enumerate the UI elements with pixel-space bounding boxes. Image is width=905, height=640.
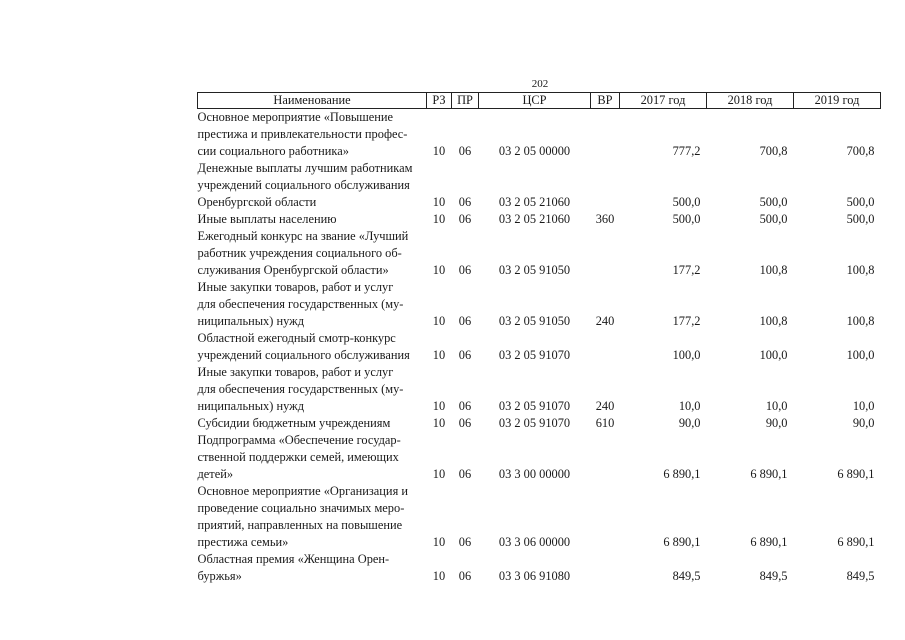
- cell-y2018: 6 890,1: [750, 467, 788, 481]
- cell-y2017: 500,0: [672, 212, 701, 226]
- cell-csr: 03 2 05 91050: [498, 314, 571, 328]
- cell-pr: 06: [458, 467, 472, 481]
- row-name-line: для обеспечения государственных (му-: [197, 297, 404, 311]
- cell-rz: 10: [432, 467, 446, 481]
- cell-csr: 03 2 05 00000: [498, 144, 571, 158]
- table-row: [198, 551, 881, 585]
- row-name-line: детей»: [197, 467, 234, 481]
- cell-y2017: 90,0: [678, 416, 701, 430]
- row-name-line: для обеспечения государственных (му-: [197, 382, 404, 396]
- cell-rz: 10: [432, 263, 446, 277]
- cell-y2018: 10,0: [765, 399, 788, 413]
- cell-csr: 03 2 05 91070: [498, 348, 571, 362]
- cell-vr: [591, 551, 620, 585]
- row-name-line: работник учреждения социального об-: [197, 246, 402, 260]
- table-row: [198, 109, 881, 161]
- header-vr: ВР: [591, 93, 620, 109]
- cell-y2019: 100,8: [846, 314, 875, 328]
- cell-rz: 10: [432, 348, 446, 362]
- row-name: [198, 109, 427, 161]
- cell-csr: 03 2 05 91070: [498, 399, 571, 413]
- row-name: [198, 160, 427, 211]
- row-name-line: Иные выплаты населению: [197, 212, 337, 226]
- row-name: [198, 415, 427, 432]
- cell-y2017: 177,2: [672, 263, 701, 277]
- cell-rz: 10: [432, 195, 446, 209]
- cell-pr: 06: [458, 569, 472, 583]
- cell-y2019: 700,8: [846, 144, 875, 158]
- cell-vr: [591, 330, 620, 364]
- row-name-line: Ежегодный конкурс на звание «Лучший: [197, 229, 409, 243]
- cell-y2018: 6 890,1: [750, 535, 788, 549]
- cell-csr: 03 3 06 91080: [498, 569, 571, 583]
- table-body: [198, 109, 881, 586]
- row-name-line: престижа семьи»: [197, 535, 289, 549]
- cell-csr: 03 2 05 91050: [498, 263, 571, 277]
- table-row: [198, 228, 881, 279]
- row-name-line: служивания Оренбургской области»: [197, 263, 389, 277]
- cell-y2019: 10,0: [852, 399, 875, 413]
- page-number: 202: [531, 78, 549, 90]
- row-name-line: Областная премия «Женщина Орен-: [197, 552, 390, 566]
- row-name: [198, 279, 427, 330]
- cell-y2018: 500,0: [759, 195, 788, 209]
- cell-vr: 240: [595, 399, 615, 413]
- cell-pr: 06: [458, 535, 472, 549]
- row-name-line: Основное мероприятие «Повышение: [197, 110, 394, 124]
- cell-vr: [591, 228, 620, 279]
- cell-vr: [591, 109, 620, 161]
- header-2017: 2017 год: [620, 93, 707, 109]
- table-row: [198, 415, 881, 432]
- cell-vr: 610: [595, 416, 615, 430]
- row-name-line: проведение социально значимых меро-: [197, 501, 405, 515]
- cell-y2017: 500,0: [672, 195, 701, 209]
- cell-y2019: 100,8: [846, 263, 875, 277]
- row-name-line: Иные закупки товаров, работ и услуг: [197, 280, 394, 294]
- row-name-line: приятий, направленных на повышение: [197, 518, 403, 532]
- cell-y2017: 777,2: [672, 144, 701, 158]
- row-name-line: буржья»: [197, 569, 242, 583]
- header-row: [198, 93, 881, 109]
- cell-csr: 03 2 05 21060: [498, 195, 571, 209]
- row-name: [198, 551, 427, 585]
- cell-y2017: 6 890,1: [663, 467, 701, 481]
- cell-y2017: 177,2: [672, 314, 701, 328]
- row-name-line: ниципальных) нужд: [197, 399, 305, 413]
- table-row: [198, 211, 881, 228]
- cell-rz: 10: [432, 535, 446, 549]
- row-name-line: престижа и привлекательности профес-: [197, 127, 408, 141]
- cell-y2017: 10,0: [678, 399, 701, 413]
- row-name-line: Денежные выплаты лучшим работникам: [197, 161, 413, 175]
- cell-pr: 06: [458, 416, 472, 430]
- cell-y2018: 100,8: [759, 263, 788, 277]
- cell-pr: 06: [458, 212, 472, 226]
- cell-y2017: 849,5: [672, 569, 701, 583]
- table-header: [198, 93, 881, 109]
- cell-vr: [591, 483, 620, 551]
- table-row: [198, 364, 881, 415]
- header-rz: РЗ: [427, 93, 452, 109]
- table-row: [198, 432, 881, 483]
- header-csr: ЦСР: [479, 93, 591, 109]
- cell-rz: 10: [432, 212, 446, 226]
- cell-csr: 03 2 05 91070: [498, 416, 571, 430]
- cell-pr: 06: [458, 314, 472, 328]
- row-name: [198, 330, 427, 364]
- row-name-line: Областной ежегодный смотр-конкурс: [197, 331, 396, 345]
- cell-csr: 03 3 00 00000: [498, 467, 571, 481]
- cell-pr: 06: [458, 195, 472, 209]
- cell-csr: 03 3 06 00000: [498, 535, 571, 549]
- cell-rz: 10: [432, 144, 446, 158]
- cell-y2019: 100,0: [846, 348, 875, 362]
- row-name-line: Оренбургской области: [197, 195, 317, 209]
- row-name-line: Иные закупки товаров, работ и услуг: [197, 365, 394, 379]
- row-name-line: Основное мероприятие «Организация и: [197, 484, 408, 498]
- header-pr: ПР: [452, 93, 479, 109]
- cell-y2019: 500,0: [846, 195, 875, 209]
- cell-rz: 10: [432, 399, 446, 413]
- cell-pr: 06: [458, 144, 472, 158]
- cell-y2018: 849,5: [759, 569, 788, 583]
- cell-y2018: 100,8: [759, 314, 788, 328]
- row-name: [198, 228, 427, 279]
- cell-y2019: 6 890,1: [837, 535, 875, 549]
- row-name-line: Подпрограмма «Обеспечение государ-: [197, 433, 401, 447]
- row-name: [198, 432, 427, 483]
- cell-pr: 06: [458, 348, 472, 362]
- cell-y2018: 500,0: [759, 212, 788, 226]
- cell-pr: 06: [458, 263, 472, 277]
- table-row: [198, 330, 881, 364]
- cell-vr: [591, 160, 620, 211]
- table-row: [198, 160, 881, 211]
- table-row: [198, 279, 881, 330]
- cell-pr: 06: [458, 399, 472, 413]
- row-name-line: ниципальных) нужд: [197, 314, 305, 328]
- cell-rz: 10: [432, 569, 446, 583]
- cell-y2017: 100,0: [672, 348, 701, 362]
- row-name: [198, 211, 427, 228]
- cell-y2019: 6 890,1: [837, 467, 875, 481]
- row-name-line: Субсидии бюджетным учреждениям: [197, 416, 391, 430]
- cell-rz: 10: [432, 314, 446, 328]
- cell-y2019: 849,5: [846, 569, 875, 583]
- cell-y2018: 700,8: [759, 144, 788, 158]
- table-row: [198, 483, 881, 551]
- cell-vr: [591, 432, 620, 483]
- row-name: [198, 483, 427, 551]
- row-name-line: учреждений социального обслуживания: [197, 348, 410, 362]
- row-name-line: ственной поддержки семей, имеющих: [197, 450, 399, 464]
- header-name: Наименование: [198, 93, 427, 109]
- cell-csr: 03 2 05 21060: [498, 212, 571, 226]
- header-2018: 2018 год: [707, 93, 794, 109]
- cell-vr: 360: [595, 212, 615, 226]
- cell-y2018: 90,0: [765, 416, 788, 430]
- cell-rz: 10: [432, 416, 446, 430]
- cell-vr: 240: [595, 314, 615, 328]
- cell-y2017: 6 890,1: [663, 535, 701, 549]
- row-name-line: учреждений социального обслуживания: [197, 178, 410, 192]
- budget-table: [197, 92, 881, 585]
- row-name-line: сии социального работника»: [197, 144, 349, 158]
- cell-y2019: 90,0: [852, 416, 875, 430]
- cell-y2018: 100,0: [759, 348, 788, 362]
- cell-y2019: 500,0: [846, 212, 875, 226]
- row-name: [198, 364, 427, 415]
- header-2019: 2019 год: [794, 93, 881, 109]
